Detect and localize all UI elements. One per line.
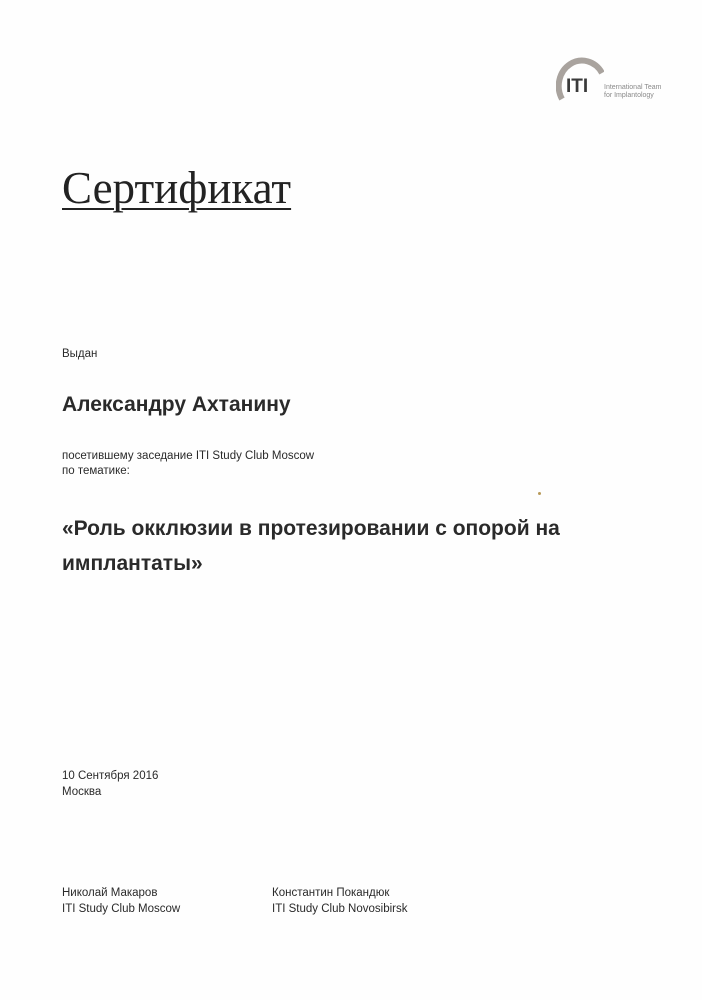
iti-logo: [556, 47, 696, 107]
signatory-2-club: ITI Study Club Novosibirsk: [272, 903, 408, 915]
signatory-1-name: Николай Макаров: [62, 887, 158, 899]
iti-logo-mark: ITI: [566, 76, 589, 97]
attended-line-2: по тематике:: [62, 465, 130, 477]
issued-label: Выдан: [62, 348, 98, 360]
topic-title: «Роль окклюзии в протезировании с опорой на имплантаты»: [62, 517, 560, 575]
iti-logo-line-1: International Team: [604, 84, 662, 91]
recipient-name: Александру Ахтанину: [62, 393, 291, 416]
signatory-2-name: Константин Покандюк: [272, 887, 390, 899]
certificate-date: 10 Сентября 2016: [62, 770, 159, 782]
attended-line-1: посетившему заседание ITI Study Club Moscow: [62, 450, 315, 462]
paper-speck: [538, 492, 541, 495]
signatory-1-club: ITI Study Club Moscow: [62, 903, 181, 915]
iti-logo-line-2: for Implantology: [604, 92, 654, 99]
iti-arc-mark: [556, 47, 604, 103]
certificate-title: Сертификат: [62, 163, 292, 213]
certificate-city: Москва: [62, 786, 102, 798]
